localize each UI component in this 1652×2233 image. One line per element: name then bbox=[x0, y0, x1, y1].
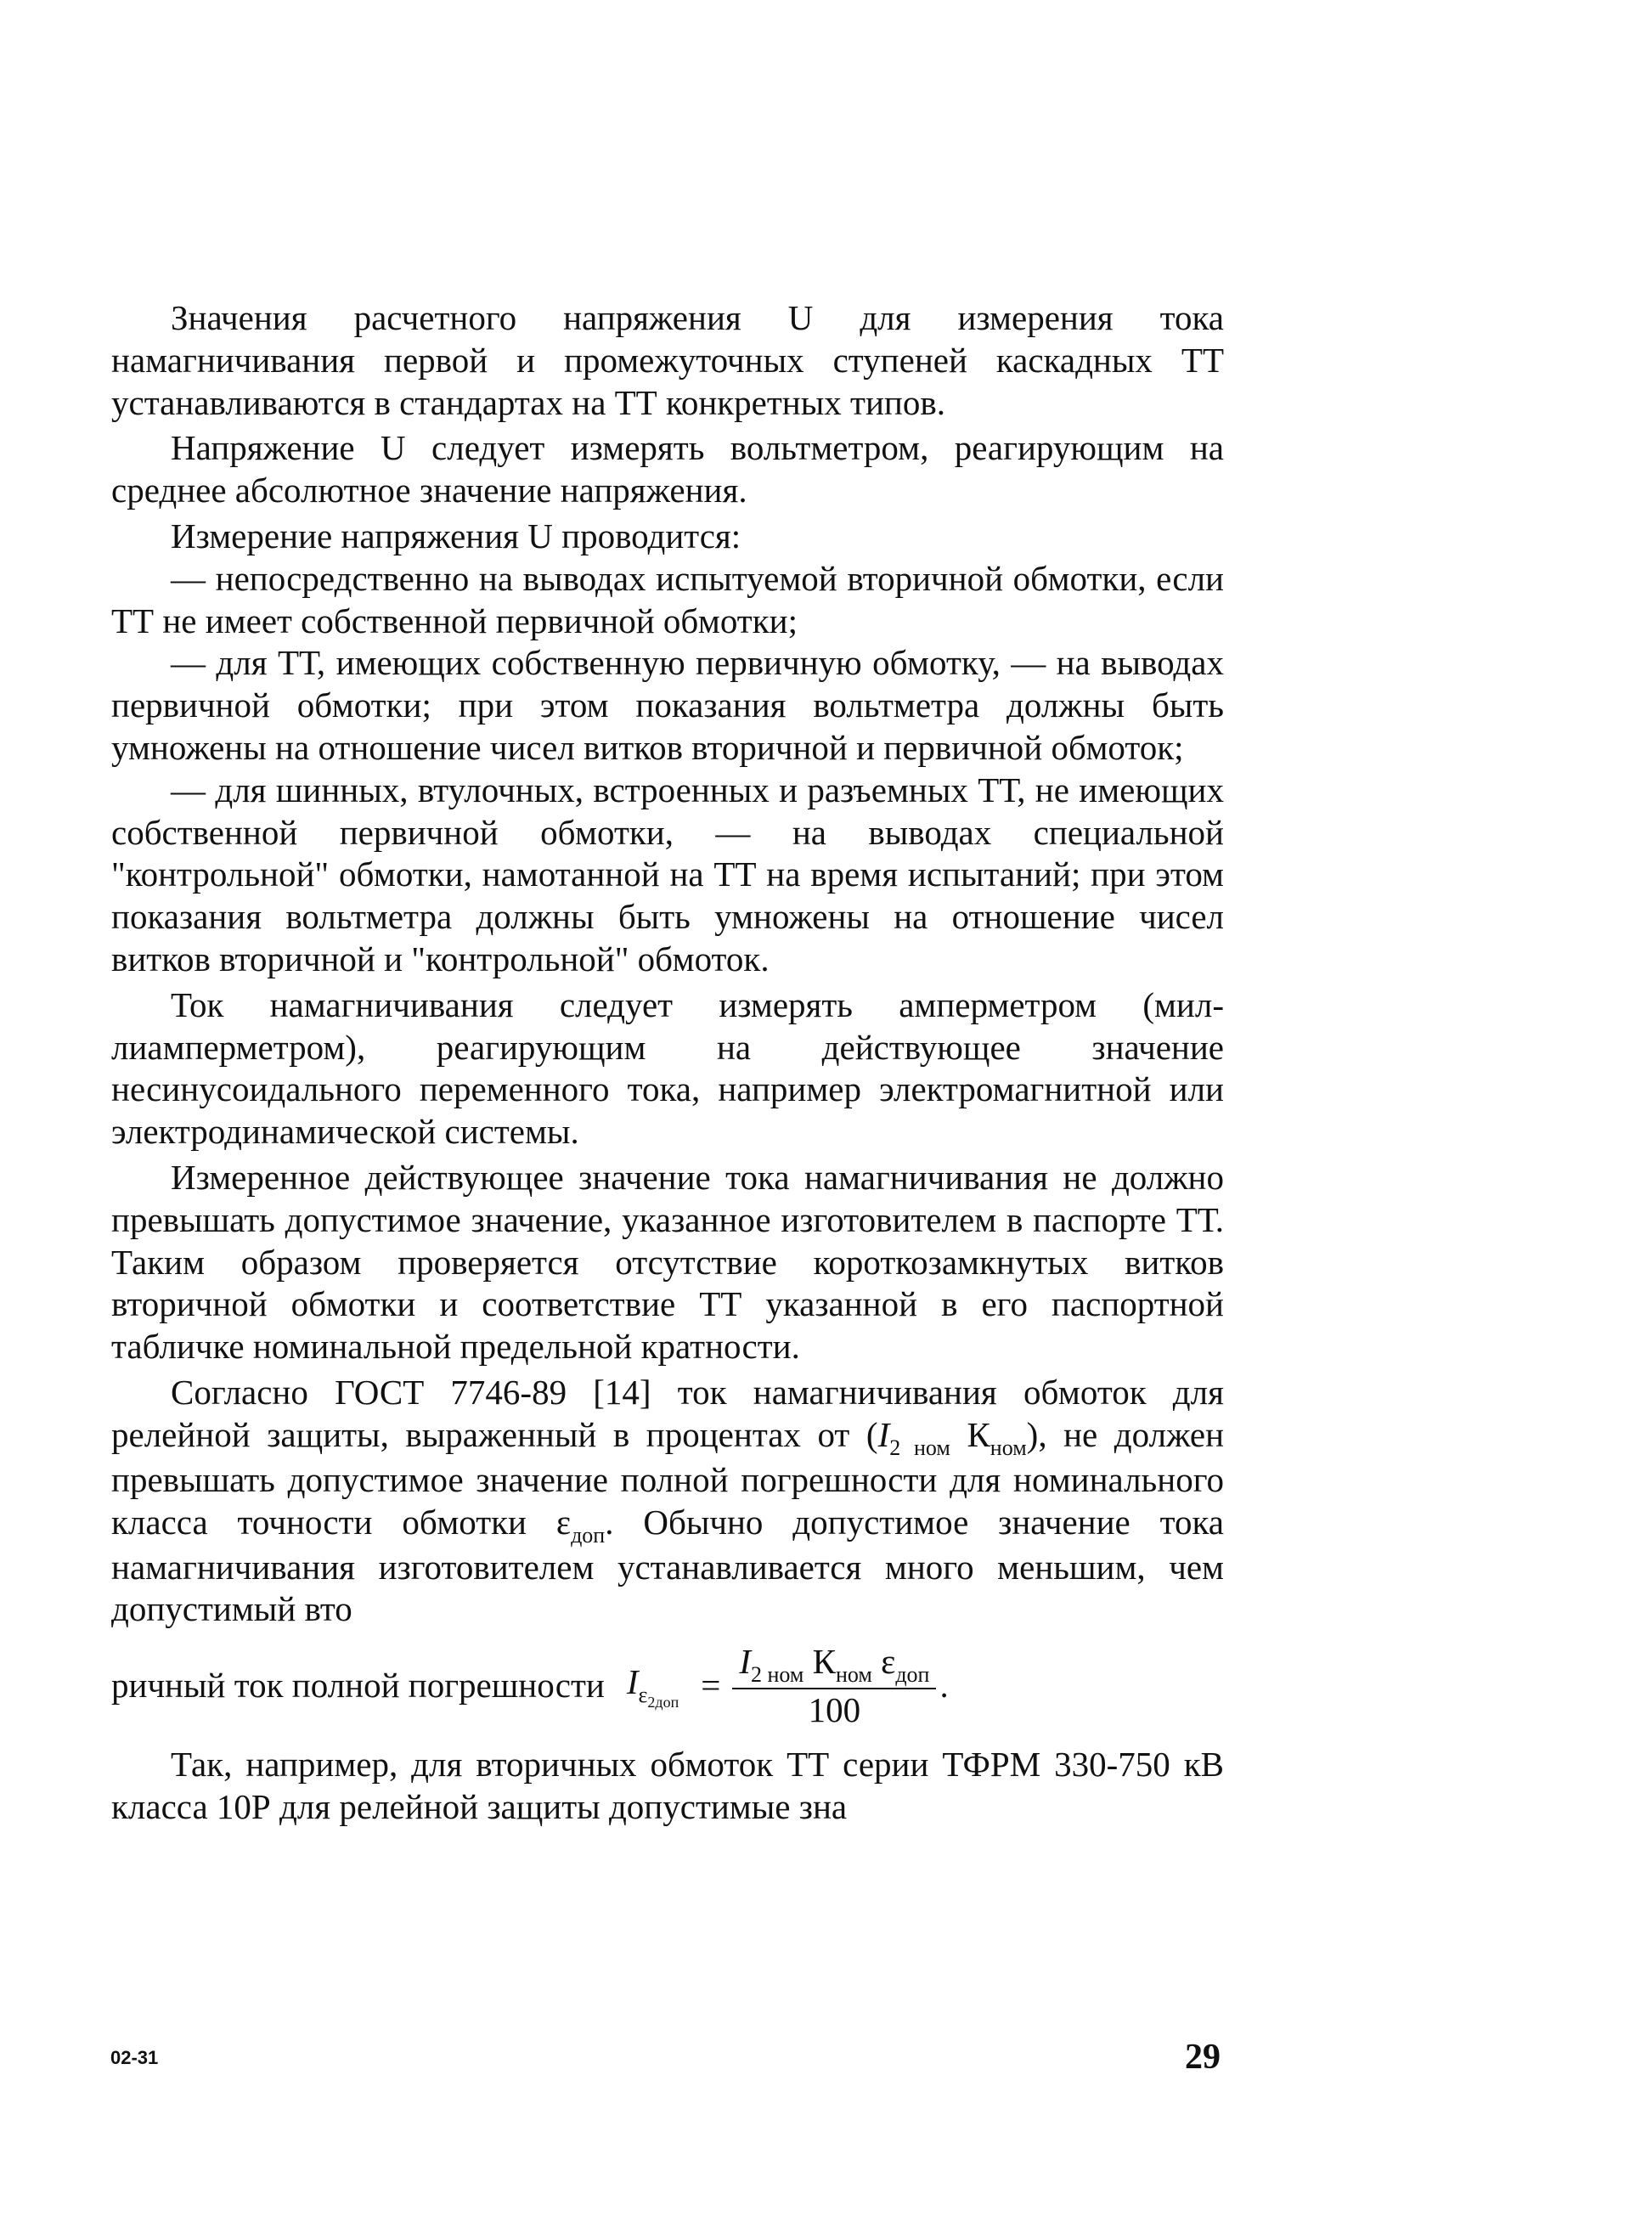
formula-num-sub-dop: доп bbox=[895, 1662, 930, 1688]
list-item-1: — непосредственно на выводах испытуемой вторичной обмотки, если ТТ не имеет собственной первичной обмотки; bbox=[111, 558, 1224, 640]
formula-lhs bbox=[627, 1661, 679, 1710]
formula-num-sub-2nom: 2 ном bbox=[750, 1662, 804, 1688]
subscript-2nom: 2 ном bbox=[889, 1435, 950, 1460]
formula-lhs-subscript bbox=[638, 1683, 679, 1711]
formula-equals: = bbox=[701, 1665, 721, 1705]
formula-num-i: I bbox=[739, 1642, 751, 1682]
subscript-nom: ном bbox=[990, 1435, 1027, 1460]
gost-text-3: . Обычно допустимое значение тока намагничивания изготовителем устанавливается много меньшим, чем допустимый вто bbox=[111, 1502, 1224, 1629]
formula-denominator: 100 bbox=[808, 1690, 861, 1730]
formula-lhs-i: I bbox=[626, 1662, 639, 1702]
paragraph-1: Значения расчетного напряжения U для измерения тока намагничивания первой и промежуточных ступеней каскадных ТТ устанавливаются в стандартах на ТТ конкретных типов. bbox=[111, 298, 1224, 422]
formula-lhs-eps: ε bbox=[638, 1683, 648, 1708]
footer-code: 02-31 bbox=[110, 2047, 159, 2068]
formula-numerator bbox=[732, 1643, 936, 1688]
paragraph-measured-value: Измеренное действующее значение тока намагничивания не должно превышать допустимое значение, указанное изготовителем в паспорте ТТ. Таким образом проверяется отсутствие короткозамкнутых витков вторичной обмотки и соответствие ТТ указанной в его паспортной табличке номинальной предельной кратности. bbox=[111, 1157, 1224, 1367]
formula-lhs-sub-dop: доп bbox=[655, 1694, 679, 1711]
formula-num-eps: ε bbox=[881, 1642, 896, 1682]
formula-fraction bbox=[732, 1643, 936, 1728]
gost-text-2: ), не должен превышать допустимое значение полной погрешности для номинального класса точности обмотки ε bbox=[111, 1414, 1225, 1542]
symbol-i: I bbox=[877, 1414, 890, 1454]
paragraph-ammeter: Ток намагничивания следует измерять амперметром (миллиамперметром), реагирующим на действующее значение несинусоидального переменного тока, например электромагнитной или электродинамической системы. bbox=[111, 984, 1224, 1152]
formula-lhs-sub-2: 2 bbox=[647, 1694, 656, 1711]
gost-text-1: Согласно ГОСТ 7746-89 [14] ток намагничивания обмоток для релейной защиты, выраженный в процентах от ( bbox=[111, 1372, 1224, 1454]
main-text bbox=[111, 297, 1224, 1829]
paragraph-2: Напряжение U следует измерять вольтметром, реагирующим на среднее абсолютное значение напряжения. bbox=[111, 428, 1224, 510]
formula-num-k: К bbox=[812, 1642, 836, 1682]
paragraph-gost bbox=[111, 1372, 1224, 1631]
subscript-dop: доп bbox=[571, 1522, 606, 1548]
list-item-3: — для шинных, втулочных, встроенных и разъемных ТТ, не имеющих собственной первичной обмотки, — на выводах специальной "контрольной" обмотки, намотанной на ТТ на время испытаний; при этом показания вольтметра должны быть умножены на отношение чисел витков вторичной и "контрольной" обмоток. bbox=[111, 770, 1224, 978]
paragraph-3: Измерение напряжения U проводится: bbox=[171, 516, 741, 555]
formula-period: . bbox=[939, 1665, 949, 1705]
formula-line bbox=[111, 1643, 1224, 1728]
formula-lead-text: ричный ток полной погрешности bbox=[111, 1665, 605, 1705]
formula-num-sub-nom: ном bbox=[835, 1662, 872, 1688]
symbol-k: К bbox=[967, 1414, 990, 1454]
page-number: 29 bbox=[1185, 2038, 1221, 2077]
paragraph-last: Так, например, для вторичных обмоток ТТ серии ТФРМ 330-750 кВ класса 10Р для релейной защиты допустимые зна bbox=[111, 1745, 1224, 1826]
list-item-2: — для ТТ, имеющих собственную первичную обмотку, — на выводах первичной обмотки; при этом показания вольтметра должны быть умножены на отношение чисел витков вторичной и первичной обмоток; bbox=[111, 643, 1224, 767]
